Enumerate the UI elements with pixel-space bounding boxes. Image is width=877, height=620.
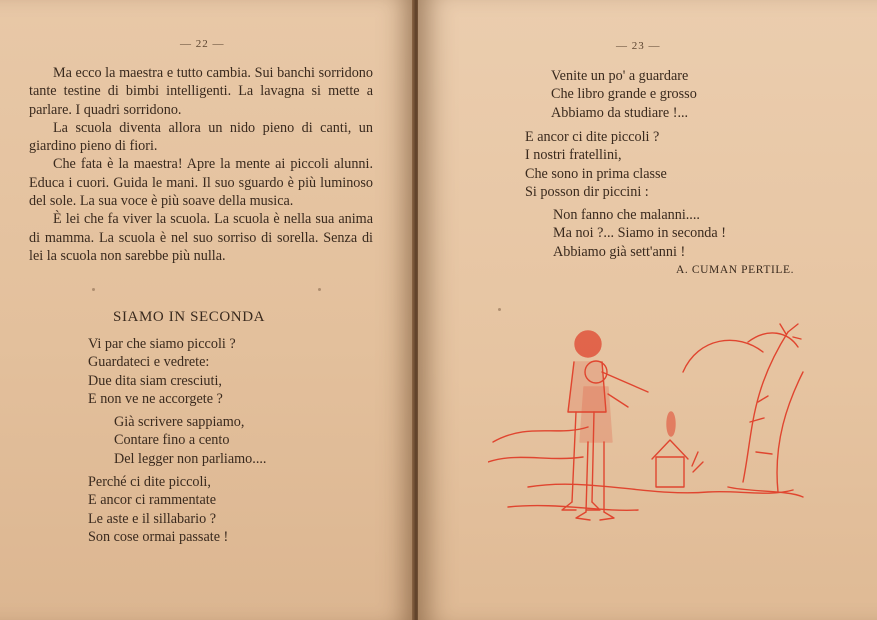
page-number-left: — 22 —	[180, 38, 225, 50]
hill-line	[493, 427, 588, 442]
poem-line: Vi par che siamo piccoli ?	[88, 336, 236, 352]
poem-line: Non fanno che malanni....	[553, 207, 700, 223]
poem-line: I nostri fratellini,	[525, 147, 622, 164]
poem-line: E non ve ne accorgete ?	[88, 391, 223, 408]
paragraph: La scuola diventa allora un nido pieno di canti, un giardino pieno di fiori.	[29, 119, 373, 155]
page-number-right: — 23 —	[616, 40, 661, 52]
paragraph: Che fata è la maestra! Apre la mente ai piccoli alunni. Educa i cuori. Guida le mani. Il suo sguardo è più luminoso del sole. La sua voce è più soave della musica.	[29, 156, 373, 210]
poem-stanza	[88, 335, 236, 409]
poem-line: Venite un po' a guardare	[551, 68, 689, 84]
poem-stanza	[553, 206, 726, 261]
poem-line: Son cose ormai passate !	[88, 529, 229, 546]
paragraph: È lei che fa viver la scuola. La scuola è nella sua anima di mamma. La scuola è nel suo sorriso di sorella. Senza di lei la scuola non sarebbe più nulla.	[29, 211, 373, 264]
paragraph: Ma ecco la maestra e tutto cambia. Sui banchi sorridono tante testine di bimbi intelligenti. La lavagna si mette a parlare. I quadri sorridono.	[29, 65, 373, 118]
poem-line: Che libro grande e grosso	[551, 86, 697, 103]
poem-line: Che sono in prima classe	[525, 165, 667, 182]
poem-line: Contare fino a cento	[114, 432, 230, 449]
cloud-line	[748, 333, 798, 347]
hill-line	[488, 457, 583, 462]
poem-line: E ancor ci rammentate	[88, 492, 217, 509]
poem-line: Ma noi ?... Siamo in seconda !	[553, 225, 726, 242]
poem-stanza	[525, 128, 667, 202]
paper-speck	[498, 308, 501, 311]
paper-speck	[318, 288, 321, 291]
poem-title: SIAMO IN SECONDA	[113, 309, 266, 325]
poem-line: Due dita siam cresciuti,	[88, 372, 222, 389]
right-page	[418, 0, 877, 620]
poem-line: E ancor ci dite piccoli ?	[525, 129, 660, 145]
poem-line: Le aste e il sillabario ?	[88, 510, 217, 527]
poem-line: Abbiamo già sett'anni !	[553, 243, 686, 260]
poem-line: Del legger non parliamo....	[114, 450, 267, 467]
poem-line: Perché ci dite piccoli,	[88, 474, 211, 490]
poem-line: Già scrivere sappiamo,	[114, 414, 245, 430]
tree-trunk	[777, 372, 803, 492]
poem-stanza	[88, 473, 228, 547]
cloud-line	[683, 340, 763, 372]
poem-stanza	[114, 413, 266, 468]
tree-trunk	[743, 332, 788, 482]
poem-line: Guardateci e vedrete:	[88, 354, 210, 371]
poem-stanza	[551, 67, 697, 122]
poem-line: Si posson dir piccini :	[525, 184, 649, 201]
paper-speck	[92, 288, 95, 291]
left-page	[0, 0, 414, 620]
poem-line: Abbiamo da studiare !...	[551, 104, 689, 121]
poem-author: A. CUMAN PERTILE.	[676, 264, 795, 276]
children-illustration	[488, 312, 808, 552]
prose-text	[29, 64, 373, 265]
